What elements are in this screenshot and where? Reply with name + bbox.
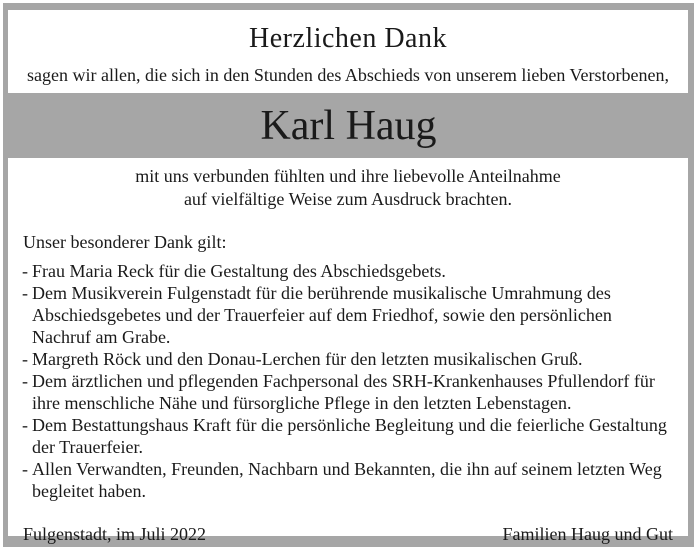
list-item-text: Dem Musikverein Fulgenstadt für die berührende musikalische Umrahmung des Abschiedsgebetes und der Trauerfeier auf dem Friedhof, sowie den persönlichen Nachruf am Grabe. [32, 283, 612, 347]
list-item-text: Margreth Röck und den Donau-Lerchen für den letzten musikalischen Gruß. [32, 349, 583, 369]
list-item [22, 348, 674, 370]
list-item [22, 260, 674, 282]
deceased-name: Karl Haug [260, 102, 437, 149]
condolence-line-1: mit uns verbunden fühlten und ihre liebevolle Anteilnahme [135, 166, 561, 186]
thanks-list [22, 260, 674, 502]
list-item [22, 414, 674, 458]
condolence-text [22, 165, 674, 211]
intro-line: sagen wir allen, die sich in den Stunden des Abschieds von unserem lieben Verstorbenen, [26, 65, 670, 85]
list-item [22, 458, 674, 502]
list-dash: - [22, 459, 28, 479]
list-item-text: Dem ärztlichen und pflegenden Fachpersonal des SRH-Krankenhauses Pfullendorf für ihre menschliche Nähe und fürsorgliche Pflege in den letzten Lebenstagen. [32, 371, 655, 413]
condolence-line-2: auf vielfältige Weise zum Ausdruck brachten. [183, 189, 513, 209]
signature: Familien Haug und Gut [502, 524, 673, 544]
notice-footer [23, 523, 673, 545]
memorial-notice-content [8, 23, 688, 549]
list-dash: - [22, 371, 28, 391]
list-dash: - [22, 283, 28, 303]
memorial-notice-frame [3, 3, 694, 547]
list-dash: - [22, 349, 28, 369]
list-item-text: Allen Verwandten, Freunden, Nachbarn und Bekannten, die ihn auf seinem letzten Weg begleitet haben. [32, 459, 662, 501]
thanks-heading: Unser besonderer Dank gilt: [23, 232, 227, 252]
deceased-name-banner [3, 93, 694, 158]
list-dash: - [22, 261, 28, 281]
list-item-text: Frau Maria Reck für die Gestaltung des Abschiedsgebets. [32, 261, 446, 281]
list-dash: - [22, 415, 28, 435]
list-item-text: Dem Bestattungshaus Kraft für die persönliche Begleitung und die feierliche Gestaltung der Trauerfeier. [32, 415, 667, 457]
list-item [22, 370, 674, 414]
list-item [22, 282, 674, 348]
place-date: Fulgenstadt, im Juli 2022 [23, 524, 207, 544]
notice-title: Herzlichen Dank [249, 23, 447, 54]
